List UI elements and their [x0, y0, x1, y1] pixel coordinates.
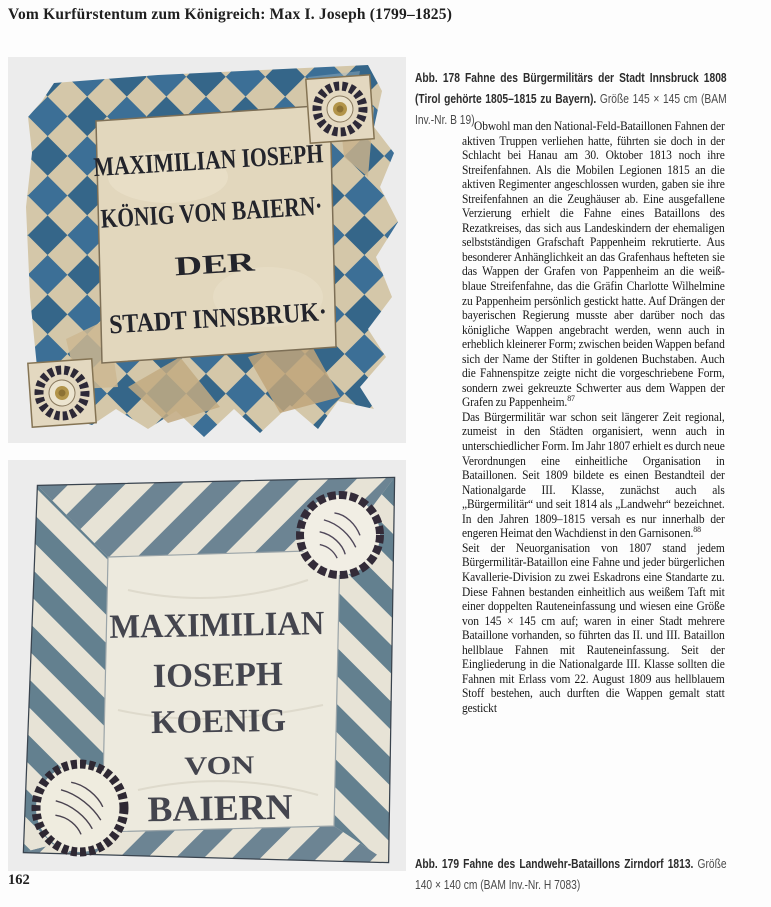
flag-text-line: KOENIG: [150, 702, 288, 742]
paragraph-text: Das Bürgermilitär war schon seit längerer Zeit regional, zumeist in den Städten organisiert, wenn auch in unterschiedlicher Form. Im Jahr 1807 erhielt es durch neue Verordnungen eine einheitliche Organisation in Bataillonen. Seit 1809 bildete es einen Bestandteil der Nationalgarde III. Klasse, zunächst auch als „Bürgermilitär“ und seit 1814 als „Landwehr“ bezeichnet. In den Jahren 1809–1815 versah es nur innerhalb der engeren Heimat den Wachdienst in den Garnisonen.: [462, 409, 725, 541]
flag-text-line: DER: [173, 247, 233, 282]
flag-text-line: STADT INNSBRUK·: [108, 294, 356, 340]
body-paragraph: [462, 541, 725, 716]
flag-text-line: BAIERN: [147, 786, 288, 830]
body-text-column: [462, 119, 725, 715]
flag-text-line: VON: [184, 750, 242, 781]
page-number: 162: [8, 872, 30, 888]
script-medallion-top-right: [300, 495, 380, 575]
figure-179-photo: [8, 460, 406, 871]
page-title: Vom Kurfürstentum zum Königreich: Max I. Joseph (1799–1825): [8, 6, 453, 23]
figure-179-caption: [415, 854, 727, 896]
caption-regular-text: Größe 140 × 140 cm (BAM Inv.-Nr. H 7083): [415, 856, 727, 892]
flag-text-line: MAXIMILIAN IOSEPH: [92, 134, 382, 183]
paragraph-text: Seit der Neuorganisation von 1807 stand jedem Bürgermilitär-Bataillon eine Fahne und jeder bürgerlichen Kavallerie-Division zu zwei Eskadrons eine Standarte zu. Diese Fahnen bestanden einheitlich aus weißem Taft mit einer doppelten Rauteneinfassung und wiesen eine Größe von 145 × 145 cm auf; waren in einer Stadt mehrere Bataillone vorhanden, so führten das II. und III. Bataillon hellblaue Fahnen mit Rauteneinfassung. Seit der Eingliederung in die Nationalgarde III. Klasse sollten die Fahnen mit Erlass vom 22. August 1809 aus hellblauem Stoff bestehen, auch durften die Wappen gemalt statt gestickt: [462, 540, 725, 715]
script-medallion-bottom-left: [36, 764, 124, 852]
footnote-ref-88: 88: [693, 524, 701, 535]
wreath-medallion-bottom-left: [28, 359, 96, 427]
caption-regular-text: Größe 145 × 145 cm (BAM Inv.-Nr. B 19): [415, 91, 727, 127]
paragraph-text: Obwohl man den National-Feld-Bataillonen Fahnen der aktiven Truppen verliehen hatte, führten sie doch in der Schlacht bei Hanau am 30. Oktober 1813 noch ihre Streifenfahnen. Als die Mobilen Legionen 1815 an die aktiven Regimenter angeschlossen wurden, gaben sie ihre Streifenfahnen an die Zeughäuser ab. Eine ausgefallene Verzierung erhielt die Fahne eines Bataillons des Rezatkreises, das sich aus Landeskindern der ehemaligen selbstständigen Grafschaft Pappenheim rekrutierte. Aus besonderer Anhänglichkeit an das Grafenhaus hefteten sie das Wappen der Grafen von Pappenheim an die weiß-blaue Streifenfahne, das die Gräfin Charlotte Wilhelmine zu Pappenheim persönlich gestickt hatte. Auf Drängen der bayerischen Regierung musste aber darüber noch das königliche Wappen angebracht werden, wenn auch in erheblich kleinerer Form; zwischen beiden Wappen befand sich der Name der Stifter in goldenen Buchstaben. Auch die Fahnenspitze zeigte nicht die vorgeschriebene Form, sondern zwei gekreuzte Schwerter aus dem Wappen der Grafen zu Pappenheim.: [462, 119, 725, 410]
footnote-ref-87: 87: [567, 393, 575, 404]
flag-zirndorf-image: [8, 460, 406, 871]
body-paragraph: [462, 410, 725, 541]
flag-text-line: KÖNIG VON BAIERN·: [99, 186, 381, 234]
figure-178-photo: [8, 57, 406, 443]
caption-bold-text: Abb. 178 Fahne des Bürgermilitärs der Stadt Innsbruck 1808 (Tirol gehörte 1805–1815 zu Bayern).: [415, 70, 727, 106]
caption-bold-text: Abb. 179 Fahne des Landwehr-Bataillons Zirndorf 1813.: [415, 856, 694, 871]
flag-text-line: MAXIMILIAN: [109, 604, 335, 646]
flag-text-line: IOSEPH: [152, 655, 282, 696]
flag-innsbruck-image: [8, 57, 406, 443]
body-paragraph: [462, 119, 725, 410]
wreath-medallion-top-right: [306, 75, 374, 143]
